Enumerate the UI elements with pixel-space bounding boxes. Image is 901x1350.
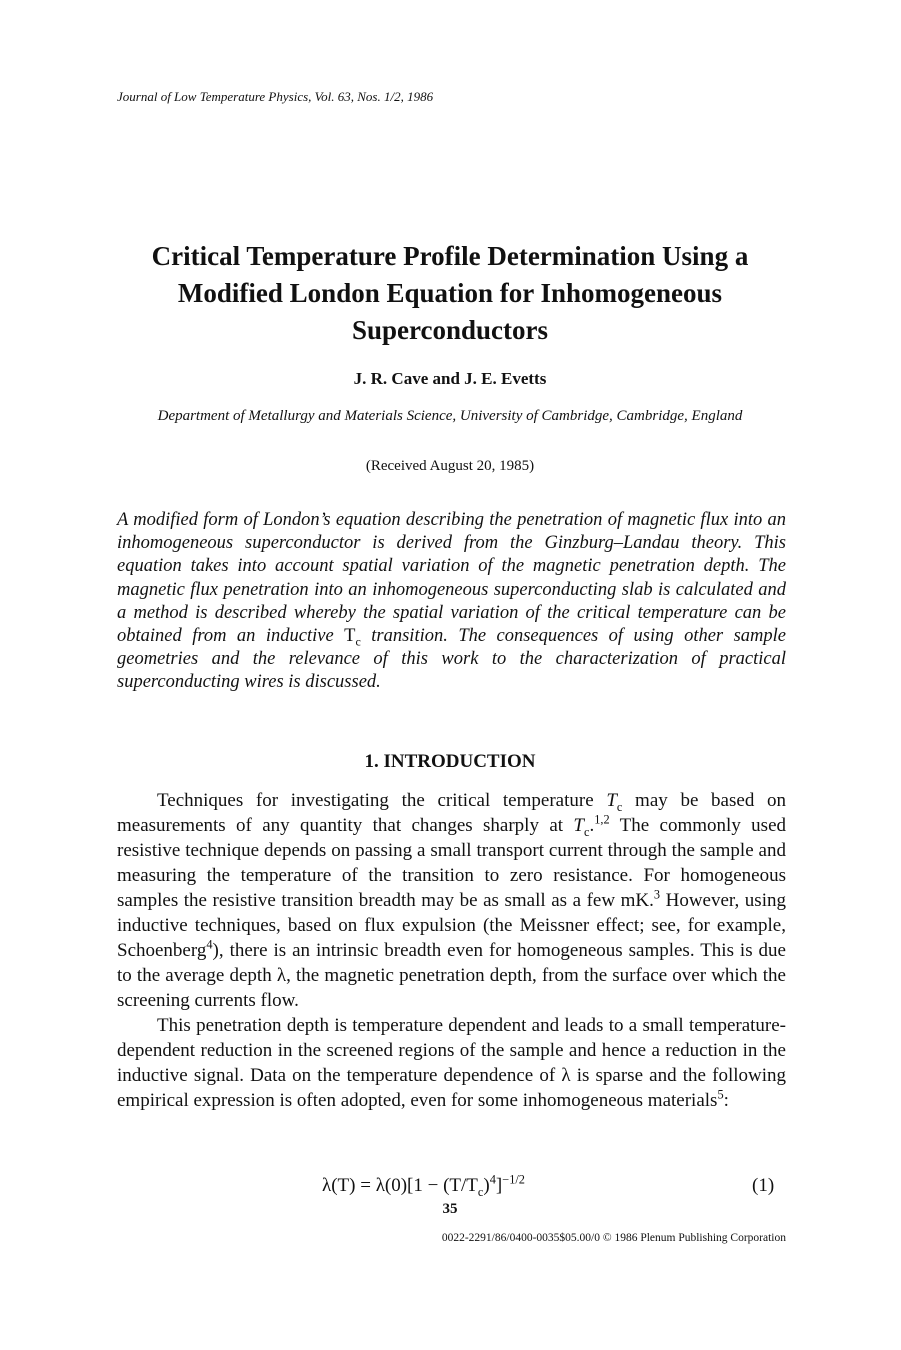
tc-subscript: c (583, 824, 590, 839)
abstract (117, 509, 786, 695)
paragraph-2 (117, 1013, 786, 1113)
equation-1 (322, 1172, 525, 1199)
reference-marker: 4 (206, 937, 213, 952)
reference-marker: 3 (653, 887, 661, 902)
equation-subscript: c (477, 1184, 484, 1199)
tc-letter: T (344, 626, 356, 647)
equation-power-4: 4 (489, 1172, 496, 1187)
equation-exponent: −1/2 (502, 1172, 525, 1187)
section-heading: 1. INTRODUCTION (364, 751, 536, 772)
page-number: 35 (442, 1201, 458, 1217)
equation-number: (1) (752, 1175, 775, 1196)
p2-text-b: : (723, 1090, 729, 1111)
equation-lhs: λ(T) = λ(0)[1 − (T/T (322, 1175, 478, 1196)
paragraph-1 (117, 788, 786, 1013)
received-date: (Received August 20, 1985) (365, 458, 535, 474)
tc-symbol (344, 626, 361, 649)
journal-citation: Journal of Low Temperature Physics, Vol. 63, Nos. 1/2, 1986 (117, 89, 434, 104)
p1-text-b: may be based on measurements of any quantity that changes sharply at (117, 790, 786, 836)
body-text (117, 788, 786, 1113)
p1-text-e: However, using inductive techniques, based on flux expulsion (the Meissner effect; see, for example, Schoenberg (117, 890, 786, 961)
p1-text-d: The commonly used resistive technique depends on passing a small transport current through the sample and measuring the temperature of the transition to zero resistance. For homogeneous samples the resistive transition breadth may be as small as a few mK. (117, 815, 786, 911)
p2-text-a: This penetration depth is temperature dependent and leads to a small temperature-dependent reduction in the screened regions of the sample and hence a reduction in the inductive signal. Data on the temperature dependence of λ is sparse and the following empirical expression is often adopted, even for some inhomogeneous materials (117, 1015, 786, 1111)
copyright-line: 0022-2291/86/0400-0035$05.00/0 © 1986 Plenum Publishing Corporation (441, 1232, 786, 1244)
tc-symbol: T (606, 790, 617, 811)
paper-title: Critical Temperature Profile Determination Using a Modified London Equation for Inhomogeneous Superconductors (151, 241, 749, 345)
reference-marker: 1,2 (594, 812, 610, 827)
author-list: J. R. Cave and J. E. Evetts (353, 369, 547, 388)
p1-text-a: Techniques for investigating the critical temperature (157, 790, 607, 811)
tc-subscript: c (616, 799, 623, 814)
tc-subscript: c (355, 634, 361, 649)
p1-text-f: ), there is an intrinsic breadth even for homogeneous samples. This is due to the average depth λ, the magnetic penetration depth, from the surface over which the screening currents flow. (117, 940, 786, 1011)
reference-marker: 5 (717, 1087, 724, 1102)
abstract-text-2: transition. The consequences of using other sample geometries and the relevance of this work to the characterization of practical superconducting wires is discussed. (117, 626, 787, 693)
tc-symbol: T (573, 815, 584, 836)
affiliation: Department of Metallurgy and Materials Science, University of Cambridge, Cambridge, England (157, 408, 743, 424)
p1-text-c: . (589, 815, 595, 836)
equation-bracket: ] (495, 1175, 503, 1196)
equation-paren: ) (483, 1175, 490, 1196)
abstract-text-1: A modified form of London’s equation describing the penetration of magnetic flux into an inhomogeneous superconductor is derived from the Ginzburg–Landau theory. This equation takes into account spatial variation of the magnetic penetration depth. The magnetic flux penetration into an inhomogeneous superconducting slab is calculated and a method is described whereby the spatial variation of the critical temperature can be obtained from an inductive (117, 510, 786, 647)
